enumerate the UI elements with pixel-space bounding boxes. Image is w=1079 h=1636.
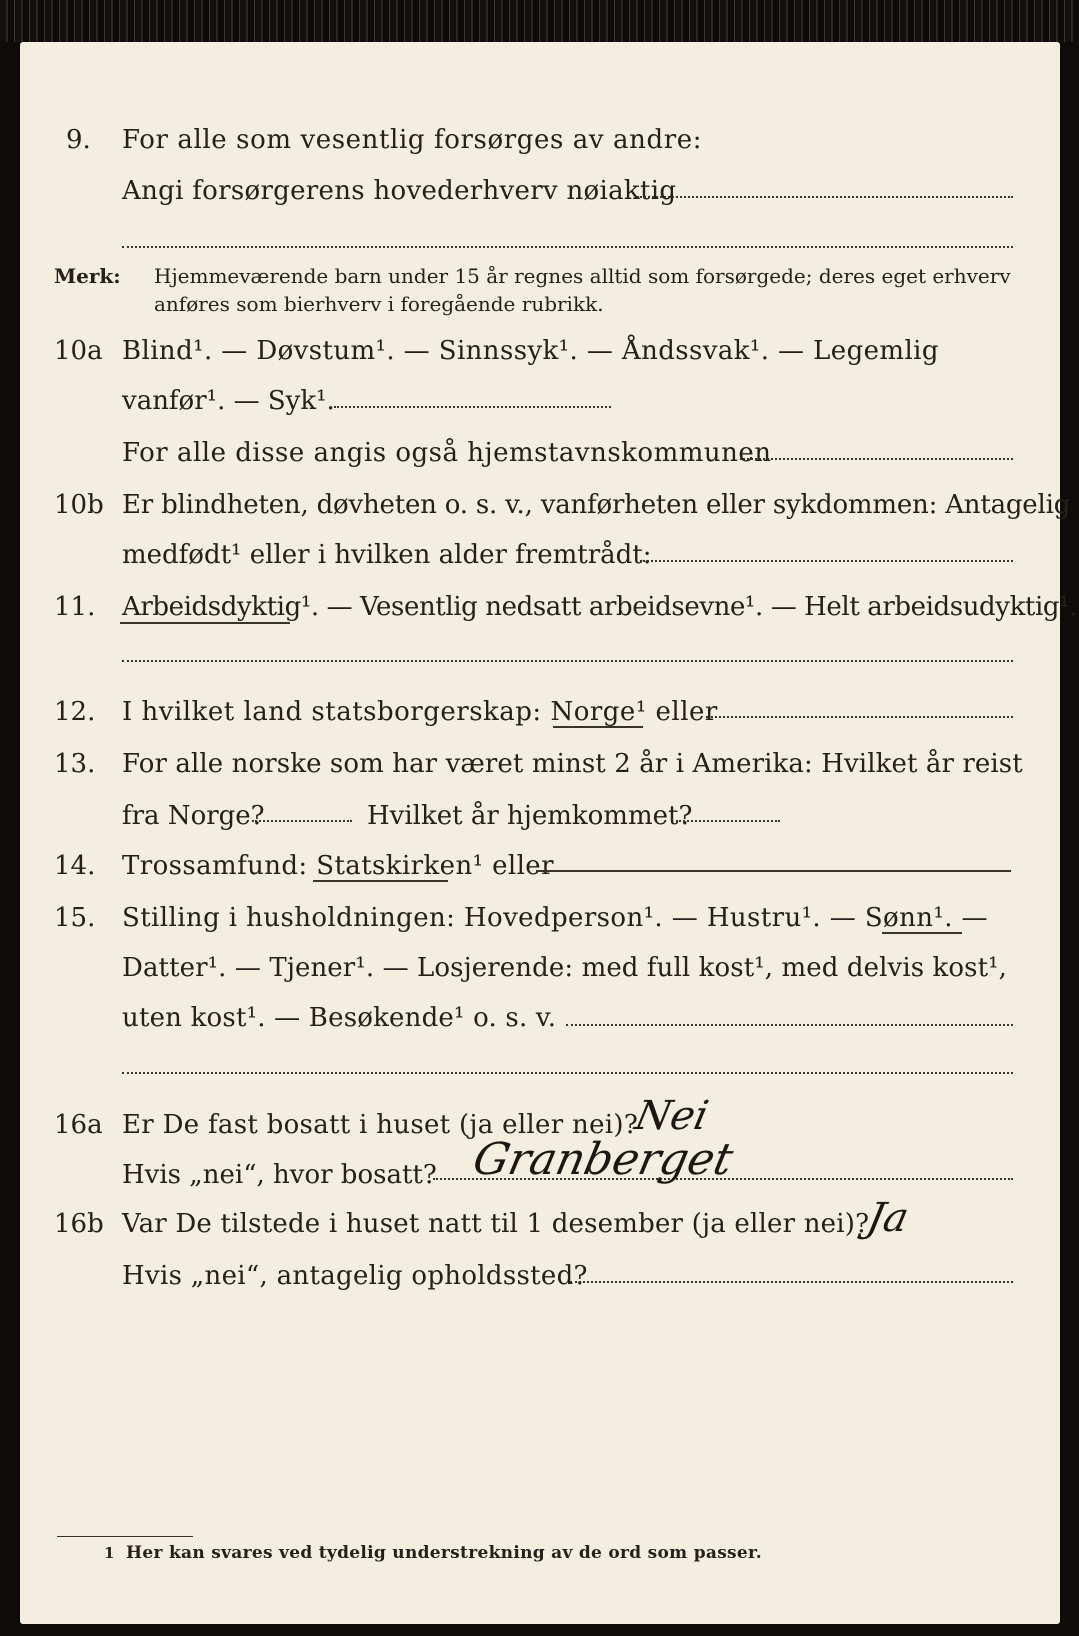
q15-answer-line[interactable]: [566, 1024, 1013, 1026]
q10a-line3: For alle disse angis også hjemstavnskommunen: [122, 438, 772, 468]
q16b-answer-line[interactable]: [570, 1281, 1013, 1283]
scan-top-edge: [0, 0, 1079, 42]
q9-line1: For alle som vesentlig forsørges av andre:: [122, 125, 703, 155]
q11-answer-line[interactable]: [122, 660, 1013, 662]
q10a-line1: Blind¹. — Døvstum¹. — Sinnssyk¹. — Åndssvak¹. — Legemlig: [122, 336, 939, 366]
q12-line1: I hvilket land statsborgerskap: Norge¹ eller: [122, 697, 718, 727]
q16b-handwritten-answer1: Ja: [863, 1195, 913, 1241]
q16b-number: 16b: [54, 1209, 104, 1239]
merk-line1: Hjemmeværende barn under 15 år regnes alltid som forsørgede; deres eget erhverv: [154, 264, 1011, 288]
q10a-line2: vanfør¹. — Syk¹.: [122, 386, 335, 416]
footnote-text: Her kan svares ved tydelig understrekning av de ord som passer.: [126, 1543, 762, 1563]
merk-label: Merk:: [54, 264, 121, 288]
q16a-handwritten-answer1: Nei: [631, 1093, 713, 1139]
q16b-line2: Hvis „nei“, antagelig opholdssted?: [122, 1261, 588, 1291]
q13-hjemkommet-line[interactable]: [676, 820, 780, 822]
q12-answer-line[interactable]: [706, 716, 1013, 718]
q10b-answer-line[interactable]: [640, 560, 1013, 562]
q10b-line1: Er blindheten, døvheten o. s. v., vanførheten eller sykdommen: Antagelig: [122, 490, 1071, 520]
q13-line2b: Hvilket år hjemkommet?: [367, 801, 693, 831]
q14-number: 14.: [54, 851, 96, 881]
q9-line2: Angi forsørgerens hovederhverv nøiaktig: [122, 176, 677, 206]
q16a-number: 16a: [54, 1110, 103, 1140]
q15-underline-mark: [882, 932, 962, 934]
q9-number: 9.: [66, 125, 91, 155]
q15-answer-line-2[interactable]: [122, 1072, 1013, 1074]
q12-number: 12.: [54, 697, 96, 727]
q14-line1: Trossamfund: Statskirken¹ eller: [122, 851, 554, 881]
footnote-rule: [57, 1536, 193, 1537]
q11-number: 11.: [54, 592, 96, 622]
q13-line1: For alle norske som har været minst 2 år i Amerika: Hvilket år reist: [122, 749, 1023, 779]
q13-line2a: fra Norge?: [122, 801, 265, 831]
q15-line2: Datter¹. — Tjener¹. — Losjerende: med full kost¹, med delvis kost¹,: [122, 953, 1008, 983]
q11-underline-mark: [120, 622, 290, 624]
q15-number: 15.: [54, 903, 96, 933]
q16a-line2: Hvis „nei“, hvor bosatt?: [122, 1160, 437, 1190]
q16b-line1: Var De tilstede i huset natt til 1 desember (ja eller nei)?: [122, 1209, 870, 1239]
q9-answer-line[interactable]: [637, 196, 1013, 198]
q15-line1: Stilling i husholdningen: Hovedperson¹. — Hustru¹. — Sønn¹. —: [122, 903, 988, 933]
q11-line1: Arbeidsdyktig¹. — Vesentlig nedsatt arbeidsevne¹. — Helt arbeidsudyktig¹.: [122, 592, 1078, 622]
q10a-hjemstavn-line[interactable]: [740, 458, 1013, 460]
merk-line2: anføres som bierhverv i foregående rubrikk.: [154, 292, 604, 316]
q10b-line2: medfødt¹ eller i hvilken alder fremtrådt:: [122, 540, 652, 570]
q10b-number: 10b: [54, 490, 104, 520]
q14-answer-line[interactable]: [536, 870, 1011, 872]
q16a-handwritten-answer2: Granberget: [468, 1134, 738, 1185]
q12-underline-mark: [553, 726, 643, 728]
q10a-answer-line[interactable]: [334, 406, 611, 408]
q15-line3: uten kost¹. — Besøkende¹ o. s. v.: [122, 1003, 557, 1033]
q10a-number: 10a: [54, 336, 103, 366]
q13-number: 13.: [54, 749, 96, 779]
q9-answer-line-2[interactable]: [122, 246, 1013, 248]
q13-reist-line[interactable]: [252, 820, 352, 822]
footnote-mark: 1: [104, 1544, 115, 1562]
q14-underline-mark: [313, 880, 448, 882]
q16a-line1: Er De fast bosatt i huset (ja eller nei)?: [122, 1110, 639, 1140]
